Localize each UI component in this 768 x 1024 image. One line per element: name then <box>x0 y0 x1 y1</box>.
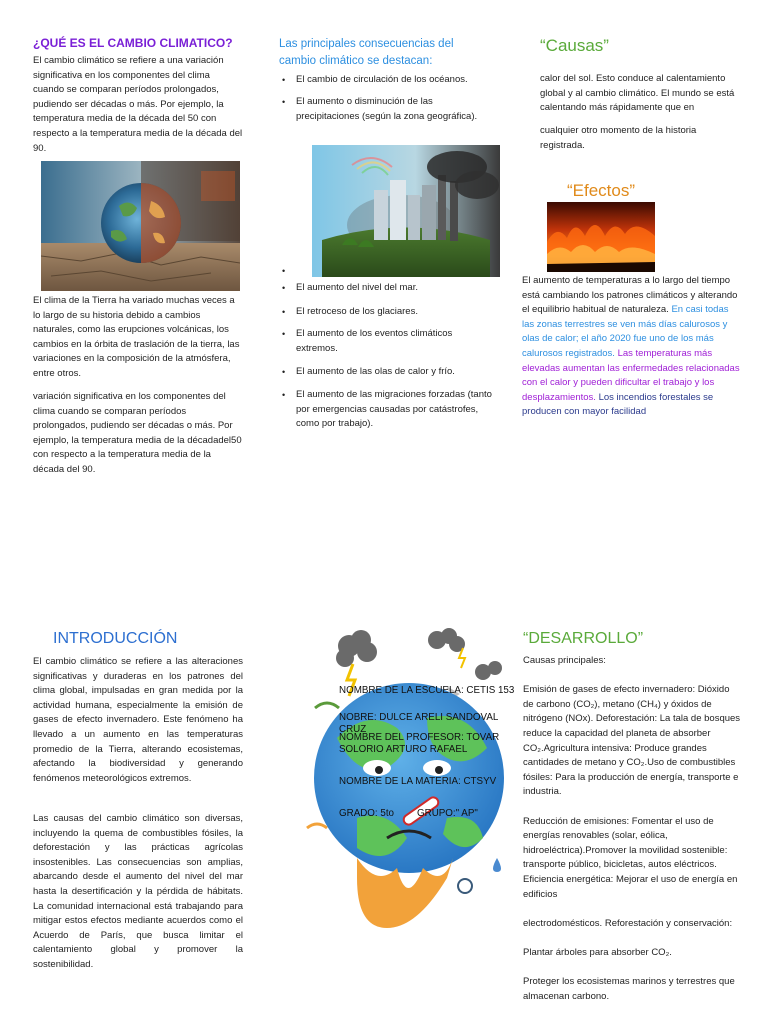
student-name: NOBRE: DULCE ARELI SANDOVAL CRUZ <box>339 712 498 735</box>
bullet-item <box>282 327 496 356</box>
bullet-text: El retroceso de los glaciares. <box>296 306 418 317</box>
que-es-paragraph-3: variación significativa en los componentes del clima cuando se comparan períodos prolongados, pudiendo ser décadas o más. Por ejemplo, la temperatura media de la décadadel50 con respecto a la temperatura media de la década del 90. <box>33 391 242 475</box>
desarrollo-body <box>523 654 741 1004</box>
cover-panel <box>297 628 527 948</box>
bullet-text: El aumento de las olas de calor y frío. <box>296 366 455 377</box>
bullet-text: El aumento de las migraciones forzadas (tanto por emergencias causadas por catástrofes, como por trabajo). <box>296 389 492 430</box>
desarrollo-blank <box>523 902 741 917</box>
desarrollo-blank <box>523 800 741 815</box>
desarrollo-blank <box>523 931 741 946</box>
polluted-city-globe-image <box>312 145 500 277</box>
teacher-name: NOMBRE DEL PROFESOR: TOVAR SOLORIO ARTURO RAFAEL <box>339 732 500 755</box>
bullet-dot: • <box>282 307 286 317</box>
desarrollo-title: “DESARROLLO” <box>523 630 644 647</box>
bullet-dot: • <box>282 97 286 107</box>
causas-title: “Causas” <box>540 36 609 55</box>
introduccion-paragraph-1: El cambio climático se refiere a las alteraciones significativas y duraderas en los patrones del clima global, impulsadas en gran medida por la actividad humana, especialmente la emisión de gases de efecto invernadero. Este fenómeno ha llevado a un aumento en las temperaturas promedio de la Tierra, alterando ecosistemas, afectando la biodiversidad y generando fenómenos meteorológicos extremos. <box>33 656 243 784</box>
efectos-text-blue: En casi todas las zonas terrestres se ven más días calurosos y olas de calor; el año 2020 fue uno de los más calurosos registrados. <box>522 304 729 359</box>
bullet-dot: • <box>282 329 286 339</box>
efectos-paragraph <box>522 274 740 420</box>
efectos-title: “Efectos” <box>567 181 636 200</box>
bullet-dot: • <box>282 283 286 293</box>
bullet-text: El aumento del nivel del mar. <box>296 282 418 293</box>
bullet-dot: • <box>282 266 286 276</box>
introduccion-title: INTRODUCCIÓN <box>53 630 178 647</box>
efectos-text-black: El aumento de temperaturas a lo largo del tiempo está cambiando los patrones climáticos y alterando el equilibrio habitual de naturaleza. <box>522 275 738 316</box>
consecuencias-title: Las principales consecuencias del cambio climático se destacan: <box>279 38 454 67</box>
desarrollo-blank <box>523 960 741 975</box>
bullet-item <box>282 281 496 296</box>
subject-name: NOMBRE DE LA MATERIA: CTSYV <box>339 776 497 787</box>
que-es-paragraph-2: El clima de la Tierra ha variado muchas veces a lo largo de su historia debido a cambios naturales, como las erupciones volcánicas, los cambios en la órbita de traslación de la tierra, las variaciones en la composición de la atmósfera, entre otros. <box>33 295 240 379</box>
desarrollo-line: Plantar árboles para absorber CO₂. <box>523 946 672 958</box>
globe-climate-image <box>41 161 240 291</box>
efectos-text-purple: Las temperaturas más elevadas aumentan las enfermedades relacionadas con el calor y pueden dificultar el trabajo y los desplazamientos. <box>522 347 740 403</box>
school-name: NOMBRE DE LA ESCUELA: CETIS 153 <box>339 685 515 696</box>
bullet-text: El aumento o disminución de las precipitaciones (según la zona geográfica). <box>296 96 478 122</box>
que-es-paragraph-1: El cambio climático se refiere a una variación significativa en los componentes del clima cuando se comparan períodos prolongados, pudiendo ser décadas o más. Por ejemplo, la temperatura media de la década del 50 con respecto a la temperatura media de la década del 90. <box>33 55 243 154</box>
desarrollo-line: Reducción de emisiones: Fomentar el uso de energías renovables (solar, eólica, hidroeléctrica).Promover la movilidad sostenible: transporte público, bicicletas, autos eléctricos. Eficiencia energética: Mejorar el uso de energía en edificios <box>523 815 738 900</box>
que-es-title: ¿QUÉ ES EL CAMBIO CLIMATICO? <box>33 36 233 50</box>
desarrollo-line: Causas principales: <box>523 655 606 666</box>
desarrollo-line: Emisión de gases de efecto invernadero: Dióxido de carbono (CO₂), metano (CH₄) y óxidos de nitrógeno (NOx). Deforestación: La tala de bosques reduce la capacidad del planeta de absorber CO₂.Agricultura intensiva: Produce grandes cantidades de metano y CO₂.Uso de combustibles fósiles: Para la producción de energía, transporte e industria. <box>523 684 741 798</box>
desarrollo-line: electrodomésticos. Reforestación y conservación: <box>523 917 733 929</box>
causas-paragraph-2: cualquier otro momento de la historia registrada. <box>540 125 697 151</box>
bullet-text: El cambio de circulación de los océanos. <box>296 74 468 85</box>
bullet-item <box>282 388 496 432</box>
bullet-item <box>282 365 496 380</box>
efectos-text-dark: Los incendios forestales se producen con mayor facilidad <box>522 391 714 418</box>
grade-label: GRADO: 5to <box>339 808 394 819</box>
bullet-item <box>282 305 496 320</box>
causas-paragraph-1: calor del sol. Esto conduce al calentamiento global y al cambio climático. El mundo se está calentando más rápidamente que en <box>540 73 735 114</box>
bullet-dot: • <box>282 367 286 377</box>
bullet-item <box>282 73 496 88</box>
bullet-text: El aumento de los eventos climáticos extremos. <box>296 328 453 354</box>
sick-earth-illustration <box>297 628 527 948</box>
desarrollo-line: Proteger los ecosistemas marinos y terrestres que almacenan carbono. <box>523 976 735 1002</box>
bullet-dot: • <box>282 75 286 85</box>
group-label: GRUPO:" AP" <box>417 808 478 819</box>
wildfire-image <box>547 202 655 272</box>
bullet-item <box>282 95 496 124</box>
bullet-dot: • <box>282 390 286 400</box>
desarrollo-blank <box>523 669 741 684</box>
introduccion-paragraph-2: Las causas del cambio climático son diversas, incluyendo la quema de combustibles fósiles, la deforestación y las prácticas agrícolas insostenibles. Las consecuencias son amplias, abarcando desde el aumento del nivel del mar hasta la desertificación y la pérdida de hábitats. La comunidad internacional está trabajando para mitigar estos efectos mediante acuerdos como el Acuerdo de París, que busca limitar el calentamiento global y promover la sostenibilidad. <box>33 813 243 970</box>
